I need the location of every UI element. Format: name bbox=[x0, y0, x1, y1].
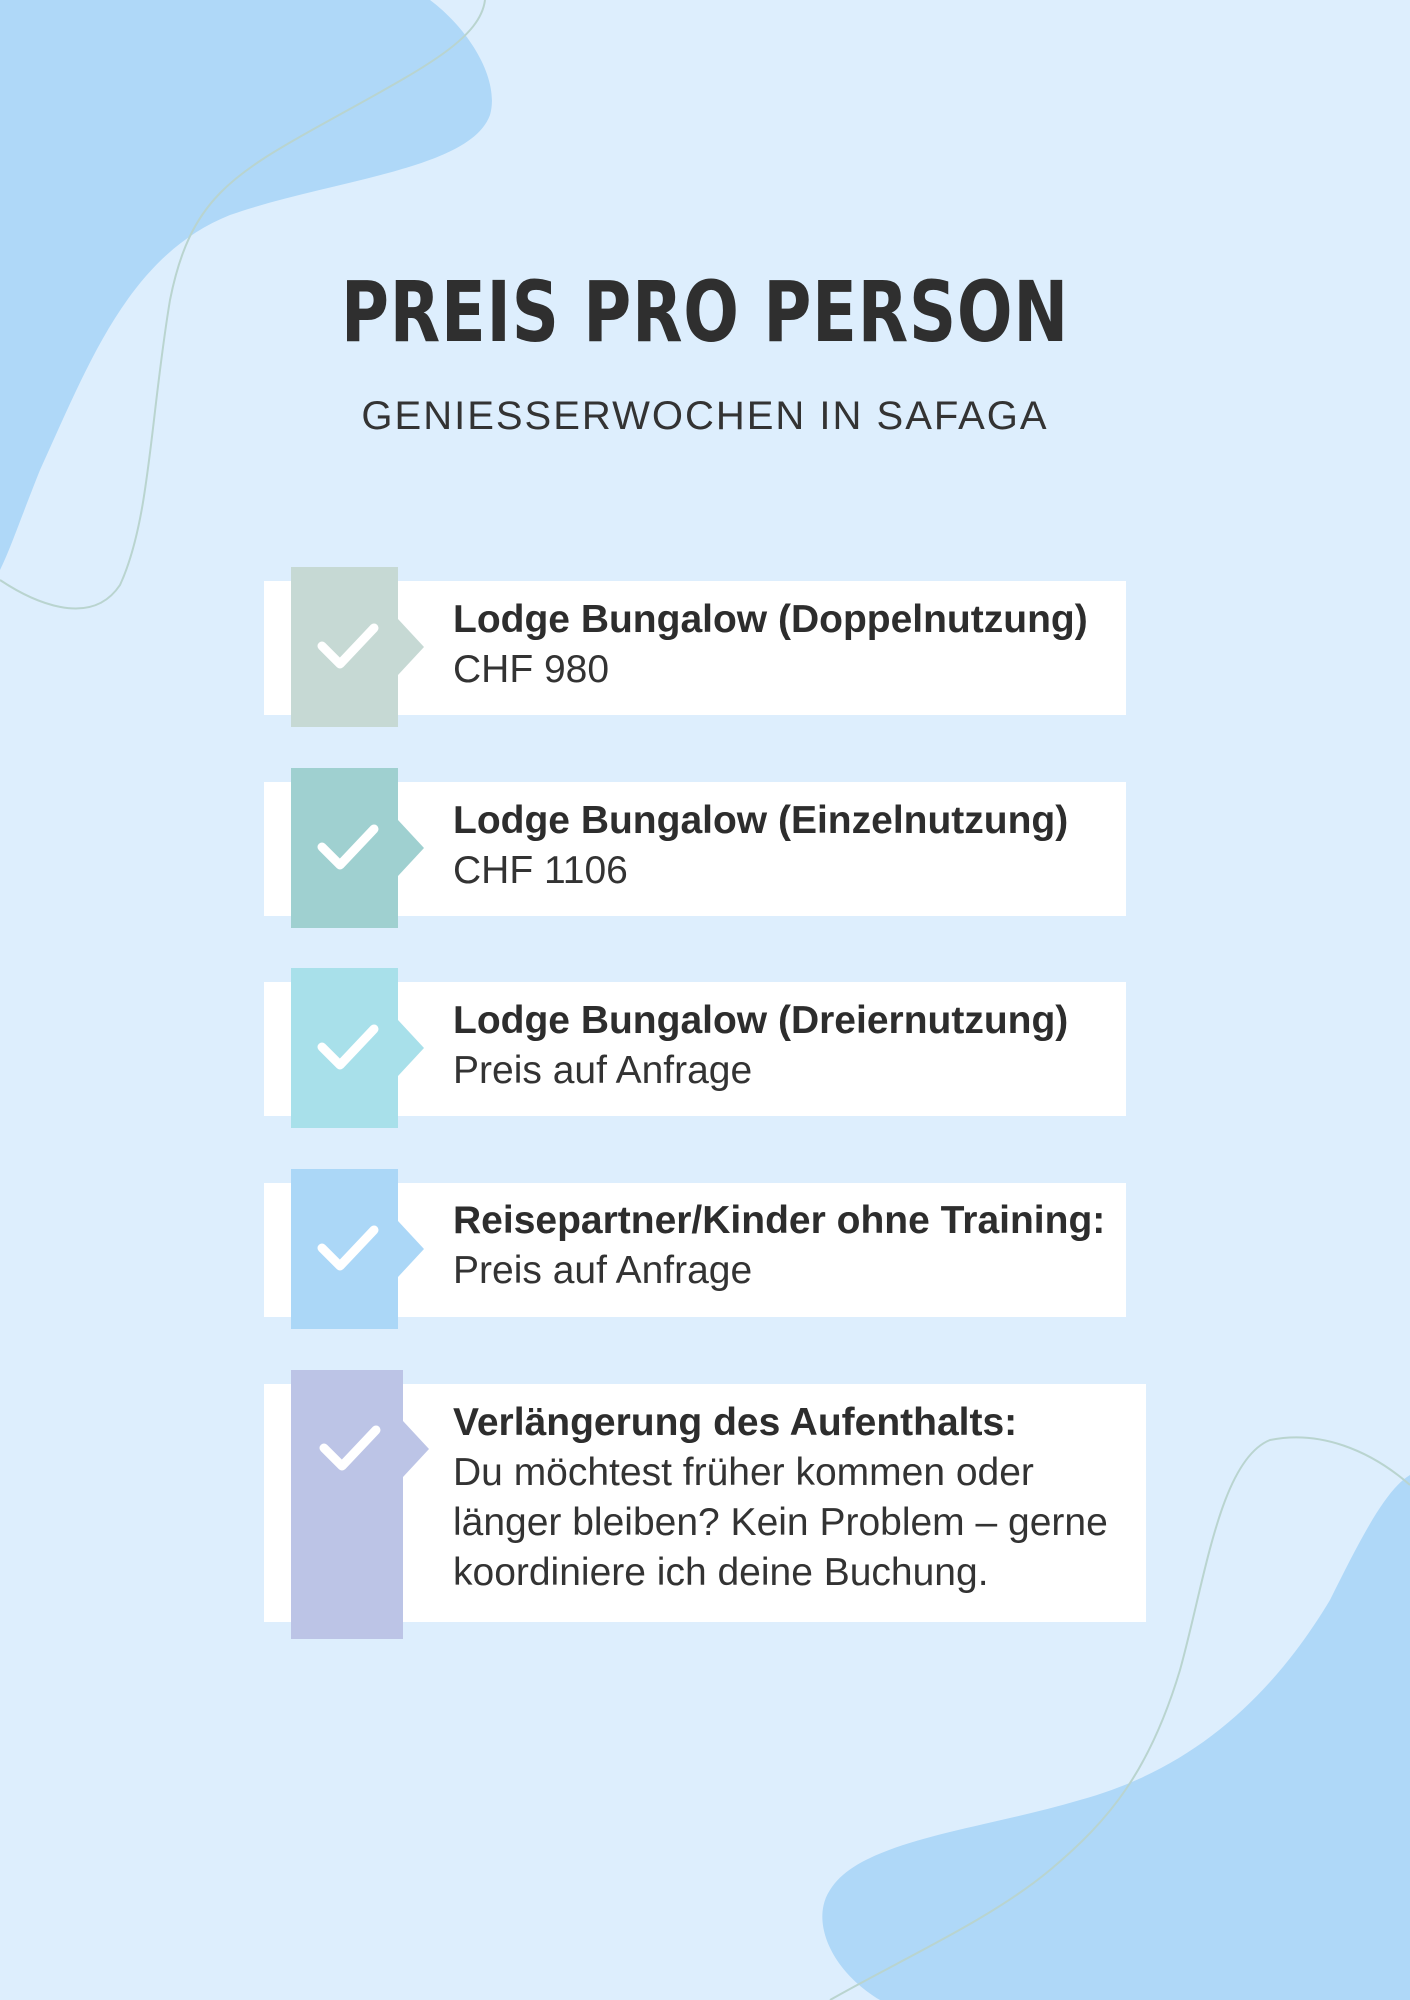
extension-text bbox=[453, 1398, 1153, 1598]
price-text-partner bbox=[453, 1196, 1105, 1296]
marker-arrow bbox=[398, 1020, 424, 1076]
marker-extension bbox=[291, 1370, 403, 1639]
item-heading: Verlängerung des Aufenthalts: bbox=[453, 1401, 1018, 1444]
marker-arrow bbox=[398, 1221, 424, 1277]
page-title: PREIS PRO PERSON bbox=[340, 263, 1070, 361]
item-heading: Reisepartner/Kinder ohne Training: bbox=[453, 1199, 1106, 1242]
marker-arrow bbox=[398, 820, 424, 876]
checkmark-icon bbox=[316, 620, 380, 672]
item-price: CHF 980 bbox=[453, 648, 610, 691]
item-description: Du möchtest früher kommen oder länger bleiben? Kein Problem – gerne koordiniere ich deine Buchung. bbox=[453, 1451, 1108, 1594]
checkmark-icon bbox=[318, 1422, 382, 1474]
item-heading: Lodge Bungalow (Doppelnutzung) bbox=[453, 598, 1088, 641]
item-heading: Lodge Bungalow (Dreiernutzung) bbox=[453, 999, 1069, 1042]
checkmark-icon bbox=[316, 1021, 380, 1073]
marker-arrow bbox=[403, 1421, 429, 1477]
item-price: Preis auf Anfrage bbox=[453, 1049, 753, 1092]
item-heading: Lodge Bungalow (Einzelnutzung) bbox=[453, 799, 1069, 842]
checkmark-icon bbox=[316, 821, 380, 873]
price-text-double bbox=[453, 595, 1088, 695]
item-price: CHF 1106 bbox=[453, 849, 628, 892]
page-subtitle: GENIESSERWOCHEN IN SAFAGA bbox=[361, 394, 1049, 438]
marker-arrow bbox=[398, 619, 424, 675]
checkmark-icon bbox=[316, 1222, 380, 1274]
item-price: Preis auf Anfrage bbox=[453, 1249, 753, 1292]
price-text-single bbox=[453, 796, 1068, 896]
price-text-triple bbox=[453, 996, 1068, 1096]
